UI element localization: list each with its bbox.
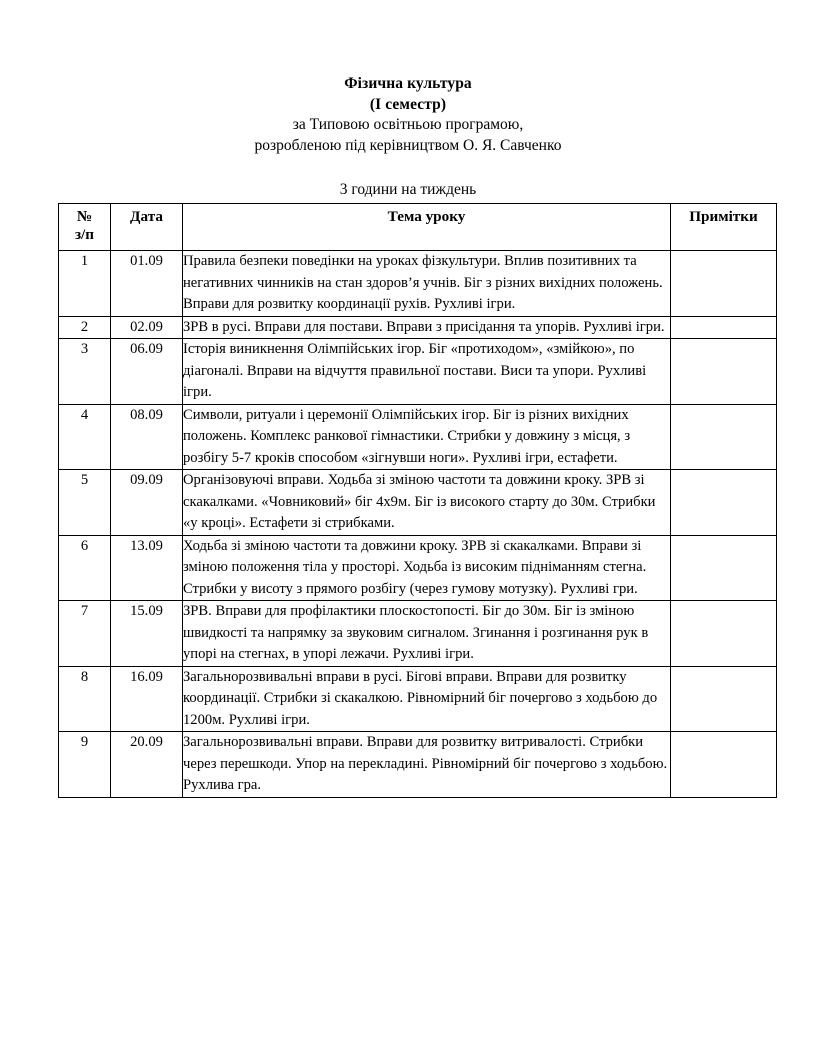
cell-lesson-date: 01.09 bbox=[111, 251, 183, 317]
table-body bbox=[59, 251, 777, 798]
cell-lesson-notes bbox=[671, 732, 777, 798]
lesson-topic-text: Символи, ритуали і церемонії Олімпійських ігор. Біг із різних вихідних положень. Комплекс ранкової гімнастики. Стрибки у довжину з місця, з розбігу 5-7 кроків способом «зігнувши ноги». Рухливі ігри, естафети. bbox=[183, 406, 631, 466]
table-row bbox=[59, 535, 777, 601]
cell-lesson-notes bbox=[671, 601, 777, 667]
cell-lesson-date: 06.09 bbox=[111, 339, 183, 405]
cell-lesson-number: 6 bbox=[59, 535, 111, 601]
table-row bbox=[59, 404, 777, 470]
cell-lesson-topic bbox=[183, 470, 671, 536]
cell-lesson-number: 4 bbox=[59, 404, 111, 470]
cell-lesson-number: 7 bbox=[59, 601, 111, 667]
cell-lesson-date: 08.09 bbox=[111, 404, 183, 470]
cell-lesson-number: 5 bbox=[59, 470, 111, 536]
document-title-line-2: (І семестр) bbox=[369, 95, 447, 113]
column-header-number-line-2: з/п bbox=[74, 226, 95, 243]
table-row bbox=[59, 339, 777, 405]
lesson-topic-text: Загальнорозвивальні вправи в русі. Бігові вправи. Вправи для розвитку координації. Стрибки зі скакалкою. Рівномірний біг почергово з ходьбою до 1200м. Рухливі ігри. bbox=[183, 668, 658, 728]
lesson-plan-table bbox=[58, 203, 777, 798]
cell-lesson-number: 2 bbox=[59, 316, 111, 339]
cell-lesson-notes bbox=[671, 251, 777, 317]
table-row bbox=[59, 251, 777, 317]
table-row bbox=[59, 732, 777, 798]
cell-lesson-number: 1 bbox=[59, 251, 111, 317]
table-header bbox=[59, 204, 777, 251]
cell-lesson-date: 16.09 bbox=[111, 666, 183, 732]
table-row bbox=[59, 601, 777, 667]
document-subtitle-line-1: за Типовою освітньою програмою, bbox=[292, 116, 524, 133]
lesson-topic-text: Загальнорозвивальні вправи. Вправи для розвитку витривалості. Стрибки через перешкоди. Упор на перекладині. Рівномірний біг почергово з ходьбою. Рухлива гра. bbox=[183, 734, 668, 793]
cell-lesson-notes bbox=[671, 535, 777, 601]
column-header-topic: Тема уроку bbox=[183, 204, 671, 251]
cell-lesson-topic bbox=[183, 316, 671, 339]
table-row bbox=[59, 316, 777, 339]
lesson-topic-text: Ходьба зі зміною частоти та довжини кроку. ЗРВ зі скакалками. Вправи зі зміною положення тіла у просторі. Ходьба із високим підніманням стегна. Стрибки у висоту з прямого розбігу (через гумову мотузку). Рухливі гри. bbox=[183, 537, 647, 597]
table-row bbox=[59, 666, 777, 732]
cell-lesson-number: 9 bbox=[59, 732, 111, 798]
cell-lesson-notes bbox=[671, 339, 777, 405]
cell-lesson-date: 20.09 bbox=[111, 732, 183, 798]
column-header-number-line-1: № bbox=[76, 208, 93, 225]
cell-lesson-number: 8 bbox=[59, 666, 111, 732]
column-header-notes: Примітки bbox=[671, 204, 777, 251]
cell-lesson-topic bbox=[183, 666, 671, 732]
cell-lesson-date: 02.09 bbox=[111, 316, 183, 339]
cell-lesson-topic bbox=[183, 535, 671, 601]
document-header bbox=[58, 74, 758, 156]
cell-lesson-number: 3 bbox=[59, 339, 111, 405]
lesson-topic-text: ЗРВ в русі. Вправи для постави. Вправи з присідання та упорів. Рухливі ігри. bbox=[183, 318, 665, 335]
document-title-line-1: Фізична культура bbox=[344, 75, 472, 92]
cell-lesson-date: 15.09 bbox=[111, 601, 183, 667]
document-subtitle-line-2: розробленою під керівництвом О. Я. Савченко bbox=[254, 136, 562, 154]
cell-lesson-topic bbox=[183, 339, 671, 405]
cell-lesson-topic bbox=[183, 601, 671, 667]
cell-lesson-date: 13.09 bbox=[111, 535, 183, 601]
hours-per-week-note: 3 години на тиждень bbox=[339, 181, 477, 198]
lesson-topic-text: ЗРВ. Вправи для профілактики плоскостопості. Біг до 30м. Біг із зміною швидкості та напрямку за звуковим сигналом. Згинання і розгинання рук в упорі на стегнах, в упорі лежачи. Рухливі ігри. bbox=[183, 603, 649, 662]
cell-lesson-topic bbox=[183, 251, 671, 317]
table-row bbox=[59, 470, 777, 536]
lesson-topic-text: Організовуючі вправи. Ходьба зі зміною частоти та довжини кроку. ЗРВ зі скакалками. «Човниковий» біг 4х9м. Біг із високого старту до 30м. Стрибки «у кроці». Естафети зі стрибками. bbox=[183, 472, 656, 531]
cell-lesson-date: 09.09 bbox=[111, 470, 183, 536]
cell-lesson-notes bbox=[671, 470, 777, 536]
cell-lesson-topic bbox=[183, 404, 671, 470]
cell-lesson-notes bbox=[671, 404, 777, 470]
lesson-topic-text: Історія виникнення Олімпійських ігор. Біг «протиходом», «змійкою», по діагоналі. Вправи на відчуття правильної постави. Виси та упори. Рухливі ігри. bbox=[183, 341, 647, 400]
table-header-row bbox=[59, 204, 777, 251]
lesson-topic-text: Правила безпеки поведінки на уроках фізкультури. Вплив позитивних та негативних чинників на стан здоров’я учнів. Біг з різних вихідних положень. Вправи для розвитку координації рухів. Рухливі ігри. bbox=[183, 253, 663, 312]
cell-lesson-topic bbox=[183, 732, 671, 798]
column-header-date: Дата bbox=[111, 204, 183, 251]
cell-lesson-notes bbox=[671, 316, 777, 339]
column-header-number bbox=[59, 204, 111, 251]
cell-lesson-notes bbox=[671, 666, 777, 732]
